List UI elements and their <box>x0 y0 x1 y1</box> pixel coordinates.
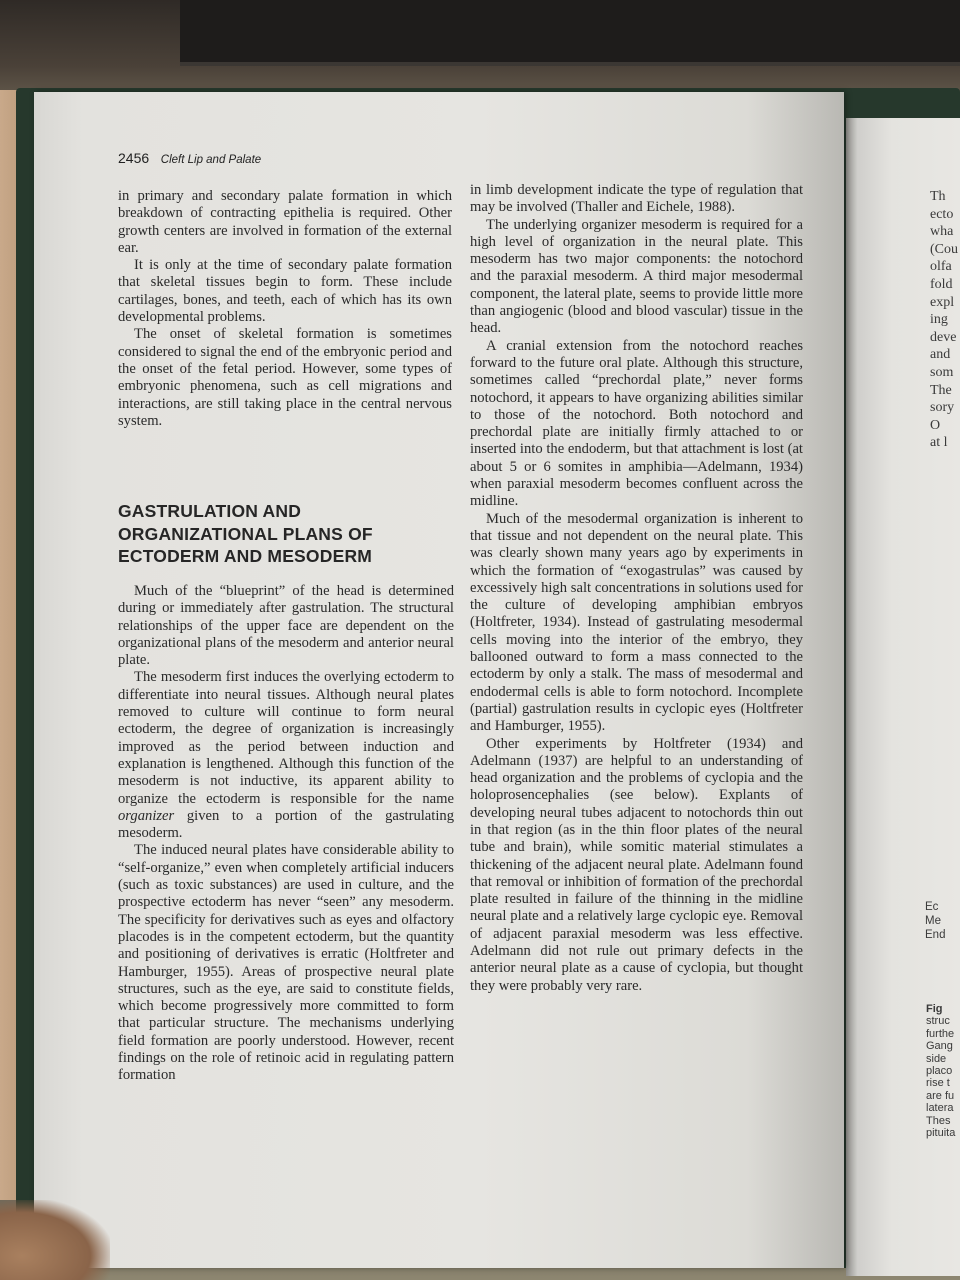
fragment-line: and <box>930 347 951 363</box>
fragment-line: O <box>930 417 941 433</box>
right-page-text-fragment <box>930 188 960 452</box>
fragment-line: Thes <box>926 1114 951 1127</box>
fragment-line: at l <box>930 435 948 451</box>
fragment-line: olfa <box>930 259 952 275</box>
fragment-line: Me <box>925 915 941 927</box>
fragment-line: ecto <box>930 206 954 222</box>
fragment-line: side <box>926 1052 947 1065</box>
paragraph: in primary and secondary palate formation in which breakdown of contracting epithelia is required. Other growth centers are involved in formation of the external ear. <box>118 188 452 256</box>
paragraph: The underlying organizer mesoderm is required for a high level of organization in the neural plate. This mesoderm has two major components: the notochord and the paraxial mesoderm. A third major mesodermal component, the lateral plate, seems to provide little more than angiogenic (blood and blood vascular) tissue in the head. <box>470 216 803 337</box>
fragment-line: furthe <box>926 1027 955 1040</box>
fragment-line: (Cou <box>930 241 958 257</box>
fragment-line: Ec <box>925 901 939 913</box>
fragment-line: latera <box>926 1102 954 1115</box>
left-column-top <box>118 188 452 430</box>
fragment-line: som <box>930 364 954 380</box>
right-column <box>470 182 803 995</box>
running-head <box>118 150 261 166</box>
thumb <box>0 1200 110 1280</box>
fragment-line: End <box>925 929 946 941</box>
background-object <box>180 0 960 66</box>
fragment-line: Fig <box>926 1003 943 1015</box>
right-page-figure-label <box>925 900 960 942</box>
paragraph: A cranial extension from the notochord reaches forward to the future oral plate. Although this structure, sometimes called “prechordal plate,” never forms notochord, it appears to have organizing abilities similar to those of the notochord. Both notochord and prechordal plate are initially firmly attached to or inserted into the endoderm, but that attachment is lost (at about 5 or 6 somites in amphibia—Adelmann, 1934) when paraxial mesoderm becomes confluent across the midline. <box>470 337 803 510</box>
running-title: Cleft Lip and Palate <box>160 154 262 166</box>
page-number: 2456 <box>118 150 150 166</box>
paragraph: in limb development indicate the type of regulation that may be involved (Thaller and Eichele, 1988). <box>470 182 803 216</box>
fragment-line: pituita <box>926 1127 956 1140</box>
fragment-line: ing <box>930 312 948 328</box>
right-page-caption-fragment <box>926 1003 960 1139</box>
paragraph: The mesoderm first induces the overlying ectoderm to differentiate into neural tissues. Although neural plates removed to culture will continue to form neural ectoderm, the degree of organization is increasingly improved as the period between induction and explanation is lengthened. Although this function of the mesoderm is not inductive, its apparent ability to organize the ectoderm is responsible for the name organizer given to a portion of the gastrulating mesoderm. <box>118 669 454 842</box>
section-heading: GASTRULATION AND ORGANIZATIONAL PLANS OF ECTODERM AND MESODERM <box>118 501 373 566</box>
fragment-line: expl <box>930 294 955 310</box>
paragraph: Other experiments by Holtfreter (1934) and Adelmann (1937) are helpful to an understanding of head organization and the problems of cyclopia and the holoprosencephalies (see below). Explants of developing neural tubes adjacent to notochords thin out in that region (as in the thin floor plates of the neural tube and brain), while somitic material stimulates a thickening of the adjacent neural plate. Adelmann found that removal or inhibition of formation of the prechordal plate resulted in failure of the thinning in the midline neural plate and a relatively large cyclopic eye. Removal of adjacent paraxial mesoderm was less effective. Adelmann did not rule out primary defects in the anterior neural plate as a cause of cyclopia, but thought they were probably very rare. <box>470 735 803 994</box>
fragment-line: rise t <box>926 1077 950 1090</box>
italic-term: organizer <box>118 807 175 824</box>
fragment-line: Gang <box>926 1040 953 1053</box>
paragraph: Much of the “blueprint” of the head is determined during or immediately after gastrulation. The structural relationships of the upper face are dependent on the organizational plans of the mesoderm and anterior neural plate. <box>118 583 454 669</box>
paragraph: The induced neural plates have considerable ability to “self-organize,” even when completely artificial inducers (such as toxic substances) are used in culture, and the prospective ectoderm has never “seen” any mesoderm. The specificity for derivatives such as eyes and olfactory placodes is in the competent ectoderm, but the quantity and positioning of derivatives is erratic (Holtfreter and Hamburger, 1955). Areas of prospective neural plate structures, such as the eye, are said to constitute fields, which become progressively more committed to form that particular structure. The mechanisms underlying field formation are poorly understood. However, recent findings on the role of retinoic acid in regulating pattern formation <box>118 842 454 1084</box>
fragment-line: The <box>930 382 952 398</box>
paragraph: Much of the mesodermal organization is inherent to that tissue and not dependent on the neural plate. This was clearly shown many years ago by experiments in which the formation of “exogastrulas” was caused by excessively high salt concentrations in solutions used for the culture of developing amphibian embryos (Holtfreter, 1934). Instead of gastrulating mesodermal cells moving into the interior of the embryo, they ballooned outward to form a mass connected to the ectoderm by only a stalk. The mass of mesodermal and endodermal cells is able to form notochord. Incomplete (partial) gastrulation results in cyclopic eyes (Holtfreter and Hamburger, 1955). <box>470 510 803 735</box>
fragment-line: fold <box>930 276 953 292</box>
fragment-line: deve <box>930 329 957 345</box>
fragment-line: wha <box>930 224 954 240</box>
paragraph: It is only at the time of secondary palate formation that skeletal tissues begin to form. These include cartilages, bones, and teeth, each of which has its own developmental problems. <box>118 257 452 326</box>
fragment-line: Th <box>930 189 946 204</box>
fragment-line: placo <box>926 1065 953 1078</box>
fragment-line: struc <box>926 1015 950 1028</box>
left-column-bottom <box>118 583 454 1085</box>
fragment-line: sory <box>930 400 955 416</box>
paragraph: The onset of skeletal formation is sometimes considered to signal the end of the embryonic period and the onset of the fetal period. However, some types of embryonic phenomena, such as cell migrations and interactions, are still taking place in the central nervous system. <box>118 326 452 429</box>
fragment-line: are fu <box>926 1089 955 1102</box>
